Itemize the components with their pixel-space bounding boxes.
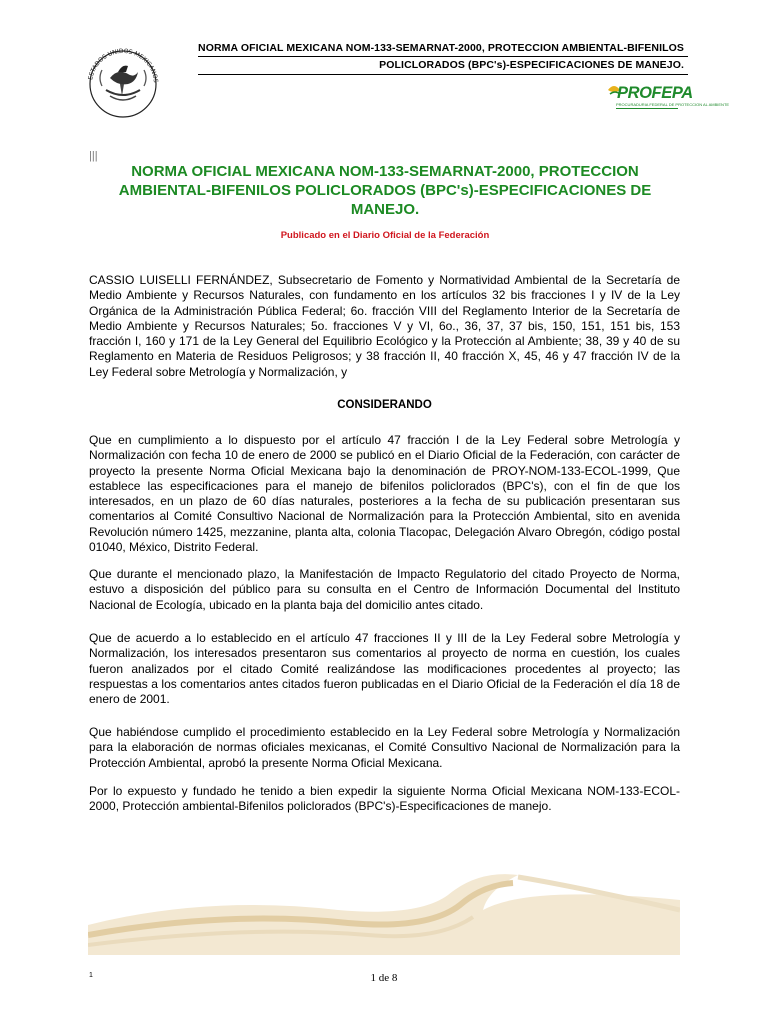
page-number: 1 de 8 (370, 972, 398, 984)
header-rule-1 (198, 56, 688, 57)
paragraph-4: Que habiéndose cumplido el procedimiento establecido en la Ley Federal sobre Metrología y Normalización para la elaboración de normas oficiales mexicanas, el Comité Consultivo Nacional de Normalización para la Protección Ambiental, aprobó la presente Norma Oficial Mexicana. (89, 725, 680, 770)
intro-paragraph: CASSIO LUISELLI FERNÁNDEZ, Subsecretario de Fomento y Normatividad Ambiental de la Secretaría de Medio Ambiente y Recursos Naturales, con fundamento en los artículos 32 bis fracciones I y IV de la Ley Orgánica de la Administración Pública Federal; 6o. fracción VIII del Reglamento Interior de la Secretaría de Medio Ambiente y Recursos Naturales; 5o. fracciones V y VI, 6o., 36, 37, 37 bis, 150, 151, 151 bis, 153 fracción I, 160 y 171 de la Ley General del Equilibrio Ecológico y la Protección al Ambiente; 38, 39 y 40 de su Reglamento en Materia de Residuos Peligrosos; y 38 fracción II, 40 fracción X, 45, 46 y 47 fracción IV de la Ley Federal sobre Metrología y Normalización, y (89, 273, 680, 379)
seal-text: ESTADOS UNIDOS MEXICANOS (87, 47, 160, 83)
publication-note: Publicado en el Diario Oficial de la Federación (280, 230, 490, 241)
document-title: NORMA OFICIAL MEXICANA NOM-133-SEMARNAT-2000, PROTECCION AMBIENTAL-BIFENILOS POLICLORADOS (BPC's)-ESPECIFICACIONES DE MANEJO. (118, 163, 652, 218)
paragraph-3: Que de acuerdo a lo establecido en el artículo 47 fracciones II y III de la Ley Federal sobre Metrología y Normalización, los interesados presentaron sus comentarios al proyecto de norma en cuestión, los cuales fueron analizados por el citado Comité realizándose las modificaciones procedentes al proyecto; las respuestas a los comentarios antes citados fueron publicadas en el Diario Oficial de la Federación el día 18 de enero de 2001. (89, 631, 680, 707)
paragraph-2: Que durante el mencionado plazo, la Manifestación de Impacto Regulatorio del citado Proyecto de Norma, estuvo a disposición del público para su consulta en el Centro de Información Documental del Instituto Nacional de Ecología, ubicado en la planta baja del domicilio antes citado. (89, 567, 680, 612)
decorative-wave-icon (88, 855, 680, 955)
profepa-logo-subtext: PROCURADURIA FEDERAL DE PROTECCION AL AMBIENTE (616, 102, 730, 107)
page-marker: ||| (89, 150, 98, 162)
mexican-seal-icon (80, 38, 166, 124)
considerando-heading: CONSIDERANDO (337, 399, 432, 411)
header-title-line-2: POLICLORADOS (BPC's)-ESPECIFICACIONES DE MANEJO. (379, 59, 684, 71)
header-rule-2 (198, 74, 688, 75)
footer-tick: 1 (89, 972, 93, 979)
profepa-logo-text: PROFEPA (617, 84, 693, 102)
header-title-line-1: NORMA OFICIAL MEXICANA NOM-133-SEMARNAT-2000, PROTECCION AMBIENTAL-BIFENILOS (198, 42, 684, 54)
paragraph-5: Por lo expuesto y fundado he tenido a bien expedir la siguiente Norma Oficial Mexicana NOM-133-ECOL-2000, Protección ambiental-Bifenilos policlorados (BPC's)-Especificaciones de manejo. (89, 784, 680, 814)
paragraph-1: Que en cumplimiento a lo dispuesto por el artículo 47 fracción I de la Ley Federal sobre Metrología y Normalización con fecha 10 de enero de 2000 se publicó en el Diario Oficial de la Federación, con carácter de proyecto la presente Norma Oficial Mexicana bajo la denominación de PROY-NOM-133-ECOL-1999, Que establece las especificaciones para el manejo de bifenilos policlorados (BPC's), con el fin de que los interesados, en un plazo de 60 días naturales, posteriores a la fecha de su publicación presentaran sus comentarios al Comité Consultivo Nacional de Normalización para la Protección Ambiental, sito en avenida Revolución número 1425, mezzanine, planta alta, colonia Tlacopac, Delegación Alvaro Obregón, código postal 01040, México, Distrito Federal. (89, 433, 680, 555)
